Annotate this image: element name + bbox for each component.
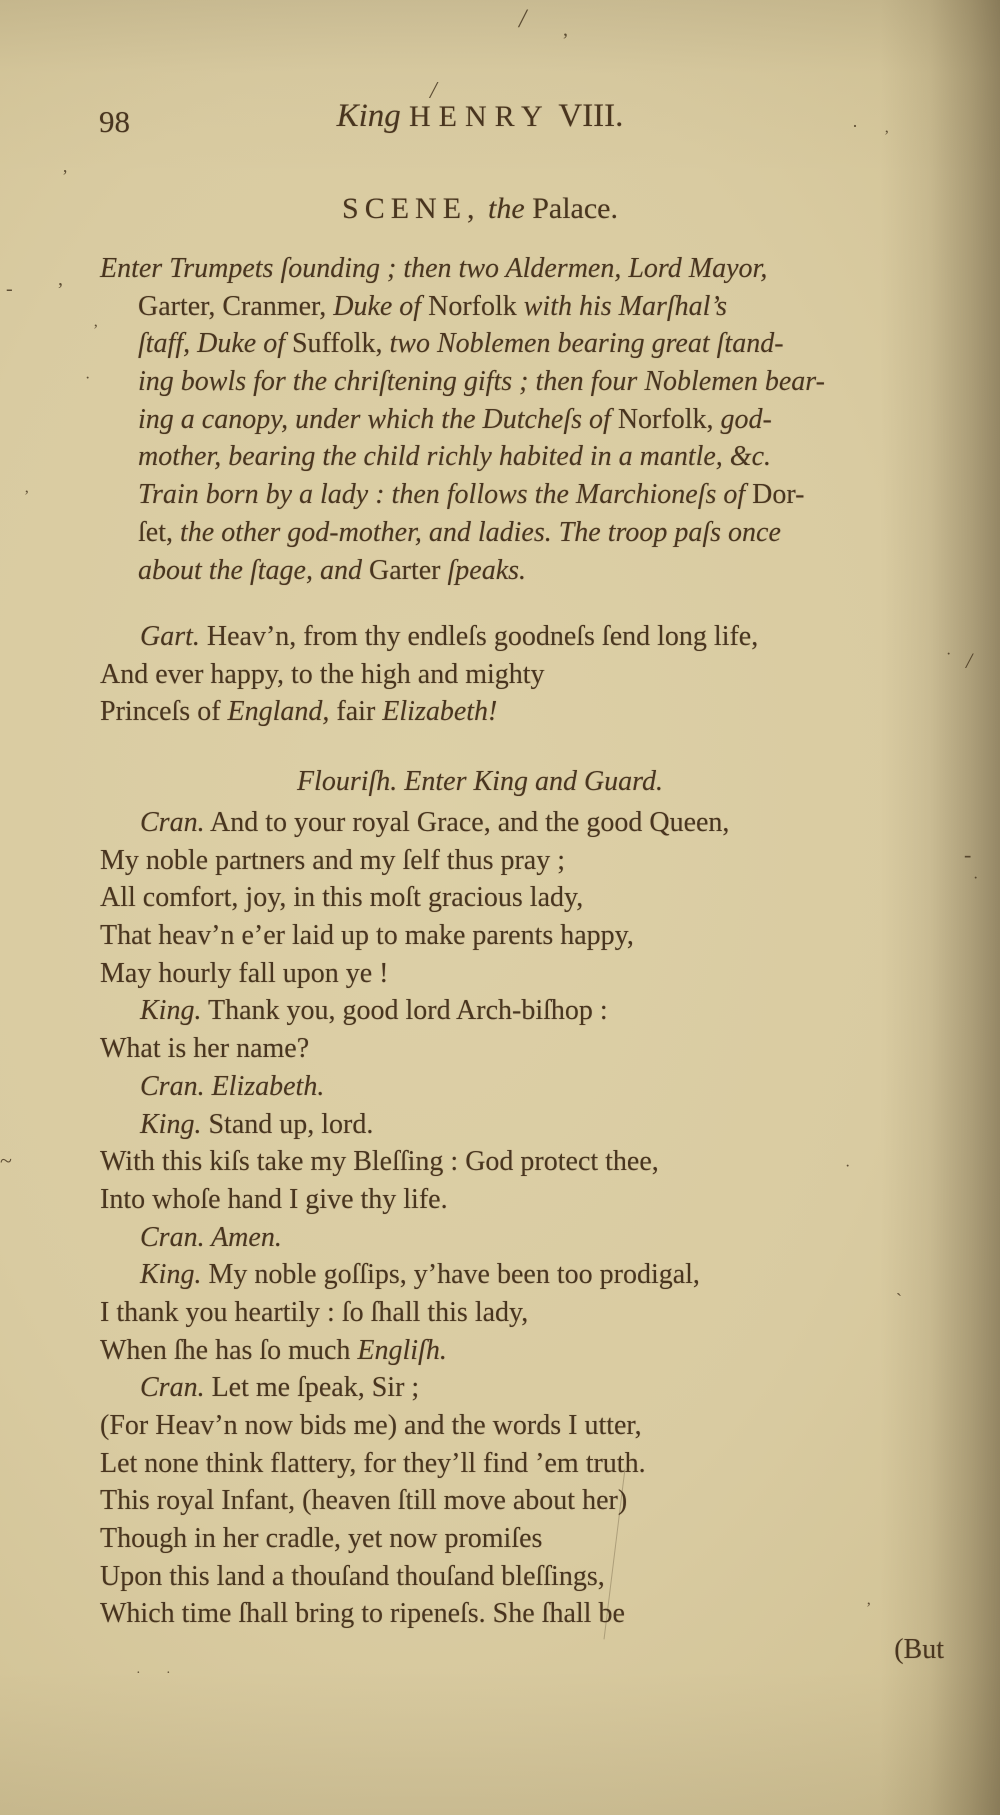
text-segment: What is her name?	[100, 1033, 310, 1065]
text-segment: Enter Trumpets ſounding ; then two Aldermen, Lord Mayor,	[100, 253, 768, 284]
verse-line	[100, 804, 880, 842]
verse-line	[100, 693, 880, 731]
text-segment: Palace.	[532, 192, 618, 225]
verse-line	[100, 1595, 880, 1633]
verse-line	[100, 656, 880, 694]
stage-direction-line	[100, 401, 880, 439]
text-segment: Norfolk	[428, 290, 524, 322]
text-segment: And ever happy, to the high and mighty	[100, 658, 545, 690]
scene-heading	[100, 192, 860, 226]
ink-speck: `	[896, 1290, 902, 1310]
text-segment: Engliſh.	[357, 1334, 447, 1366]
text-segment: Princeſs of	[100, 696, 228, 728]
text-segment: Dor-	[752, 479, 805, 511]
text-segment: ing bowls for the chriſtening gifts ; then four Noblemen bear-	[138, 366, 825, 398]
stage-direction-line	[100, 552, 880, 590]
text-segment: the	[480, 192, 533, 225]
text-segment: the other god-mother, and ladies. The troop paſs once	[180, 516, 781, 548]
text-segment: When ſhe has ſo much	[100, 1334, 358, 1366]
verse-line	[100, 842, 880, 880]
text-segment: god-	[720, 403, 772, 435]
text-segment: ſet,	[138, 516, 180, 548]
text-segment: I thank you heartily : ſo ſhall this lady,	[100, 1296, 529, 1328]
running-head	[0, 98, 1000, 144]
verse-line	[100, 1445, 880, 1483]
text-segment: Cran.	[140, 1372, 205, 1404]
text-segment: King.	[140, 1259, 202, 1291]
verse-line	[100, 1520, 880, 1558]
text-segment: King	[336, 98, 410, 134]
speech-dialogue	[100, 804, 880, 1633]
text-segment: Cran. Amen.	[140, 1221, 282, 1253]
text-segment: Train born by a lady : then follows the Marchioneſs of	[138, 479, 753, 511]
text-segment: My noble goſſips, y’have been too prodigal,	[201, 1259, 700, 1291]
ink-speck: ·	[166, 1666, 171, 1681]
ink-speck: -	[964, 842, 972, 867]
text-segment: Which time ſhall bring to ripeneſs. She ſhall be	[100, 1598, 625, 1630]
ink-speck: ,	[58, 268, 63, 290]
text-segment: King.	[140, 995, 202, 1027]
ink-speck: /	[966, 648, 973, 673]
text-segment: ſpeaks.	[447, 554, 527, 586]
text-segment: Thank you, good lord Arch-biſhop :	[201, 995, 608, 1027]
text-segment: mother, bearing the child richly habited in a mantle, &c.	[138, 441, 772, 473]
catchword: (But	[894, 1634, 944, 1665]
ink-speck: ·	[973, 870, 979, 887]
verse-line	[100, 1106, 880, 1144]
text-segment: ſtaff, Duke of	[138, 328, 292, 360]
text-segment: Garter	[368, 554, 448, 586]
text-segment: England,	[227, 696, 330, 728]
verse-line	[100, 1558, 880, 1596]
verse-line	[100, 917, 880, 955]
stage-direction	[100, 250, 880, 589]
text-segment: Heav’n, from thy endleſs goodneſs ſend long life,	[199, 621, 759, 652]
text-segment: May hourly fall upon ye !	[100, 957, 389, 989]
text-segment: My noble partners and my ſelf thus pray ;	[100, 844, 566, 876]
text-segment: Gart.	[140, 621, 200, 652]
text-segment: HENRY	[409, 100, 551, 133]
text-segment: That heav’n e’er laid up to make parents happy,	[100, 920, 634, 952]
stage-direction-line	[100, 476, 880, 514]
text-segment: Though in her cradle, yet now promiſes	[100, 1523, 543, 1555]
running-title	[100, 98, 860, 135]
ink-speck: ·	[946, 646, 952, 663]
speech-garter	[100, 618, 880, 731]
ink-speck: /	[519, 4, 527, 33]
text-segment: And to your royal Grace, and the good Queen,	[204, 807, 730, 838]
text-segment: Let me ſpeak, Sir ;	[204, 1372, 420, 1404]
text-segment: All comfort, joy, in this moſt gracious lady,	[100, 882, 584, 914]
text-segment: Stand up, lord.	[201, 1108, 374, 1140]
verse-line	[100, 1407, 880, 1445]
text-segment: fair	[329, 696, 383, 728]
verse-line	[100, 1030, 880, 1068]
text-segment: two Noblemen bearing great ſtand-	[389, 328, 784, 360]
text-segment: This royal Infant, (heaven ſtill move about her)	[100, 1485, 628, 1517]
stage-direction-line	[100, 438, 880, 476]
ink-speck: /	[430, 78, 437, 104]
verse-line	[100, 1181, 880, 1219]
text-segment: VIII.	[550, 98, 624, 134]
verse-line	[100, 1482, 880, 1520]
verse-line	[100, 618, 880, 656]
stage-direction-line	[100, 250, 880, 288]
text-segment: SCENE,	[342, 192, 481, 225]
ink-speck: ’	[62, 166, 68, 186]
text-segment: Duke of	[333, 290, 429, 322]
verse-line	[100, 1256, 880, 1294]
verse-line	[100, 1369, 880, 1407]
ink-speck: ’	[884, 128, 890, 145]
ink-speck: -	[6, 278, 13, 300]
text-segment: Flouriſh. Enter King and Guard.	[296, 766, 664, 797]
ink-speck: ʼ	[562, 30, 569, 52]
text-segment: ing a canopy, under which the Dutcheſs of	[138, 403, 618, 435]
verse-line	[100, 955, 880, 993]
stage-direction-line	[100, 363, 880, 401]
stage-direction-line	[100, 514, 880, 552]
text-segment: Suffolk,	[291, 328, 390, 360]
text-segment: Cran.	[140, 807, 205, 838]
ink-speck: ’	[24, 488, 30, 505]
ink-speck: ·	[136, 1666, 141, 1681]
text-segment: Into whoſe hand I give thy life.	[100, 1183, 448, 1215]
ink-speck: ·	[852, 116, 858, 136]
text-segment: With this kiſs take my Bleſſing : God protect thee,	[100, 1146, 659, 1178]
ink-speck: ~	[0, 1148, 12, 1173]
ink-speck: ’	[866, 1600, 872, 1617]
verse-line	[100, 1068, 880, 1106]
text-segment: about the ſtage, and	[138, 554, 369, 586]
text-segment: Cran. Elizabeth.	[140, 1070, 325, 1102]
verse-line	[100, 1219, 880, 1257]
text-segment: Let none think flattery, for they’ll find ’em truth.	[100, 1447, 646, 1479]
verse-line	[100, 1294, 880, 1332]
verse-line	[100, 1332, 880, 1370]
text-segment: (For Heav’n now bids me) and the words I utter,	[100, 1410, 642, 1441]
text-segment: Garter, Cranmer,	[138, 290, 334, 322]
verse-line	[100, 879, 880, 917]
ink-speck: ·	[845, 1158, 851, 1175]
text-segment: Elizabeth!	[382, 696, 498, 728]
ink-speck: ·	[85, 370, 91, 387]
ink-speck: ’	[93, 322, 99, 339]
text-segment: with his Marſhal’s	[523, 290, 728, 322]
text-segment: Upon this land a thouſand thouſand bleſſings,	[100, 1560, 605, 1592]
centered-stage-direction	[100, 766, 860, 798]
verse-line	[100, 1143, 880, 1181]
text-segment: Norfolk,	[617, 403, 721, 435]
verse-line	[100, 992, 880, 1030]
page-number: 98	[99, 104, 130, 139]
stage-direction-line	[100, 288, 880, 326]
text-segment: King.	[140, 1108, 202, 1140]
stage-direction-line	[100, 325, 880, 363]
